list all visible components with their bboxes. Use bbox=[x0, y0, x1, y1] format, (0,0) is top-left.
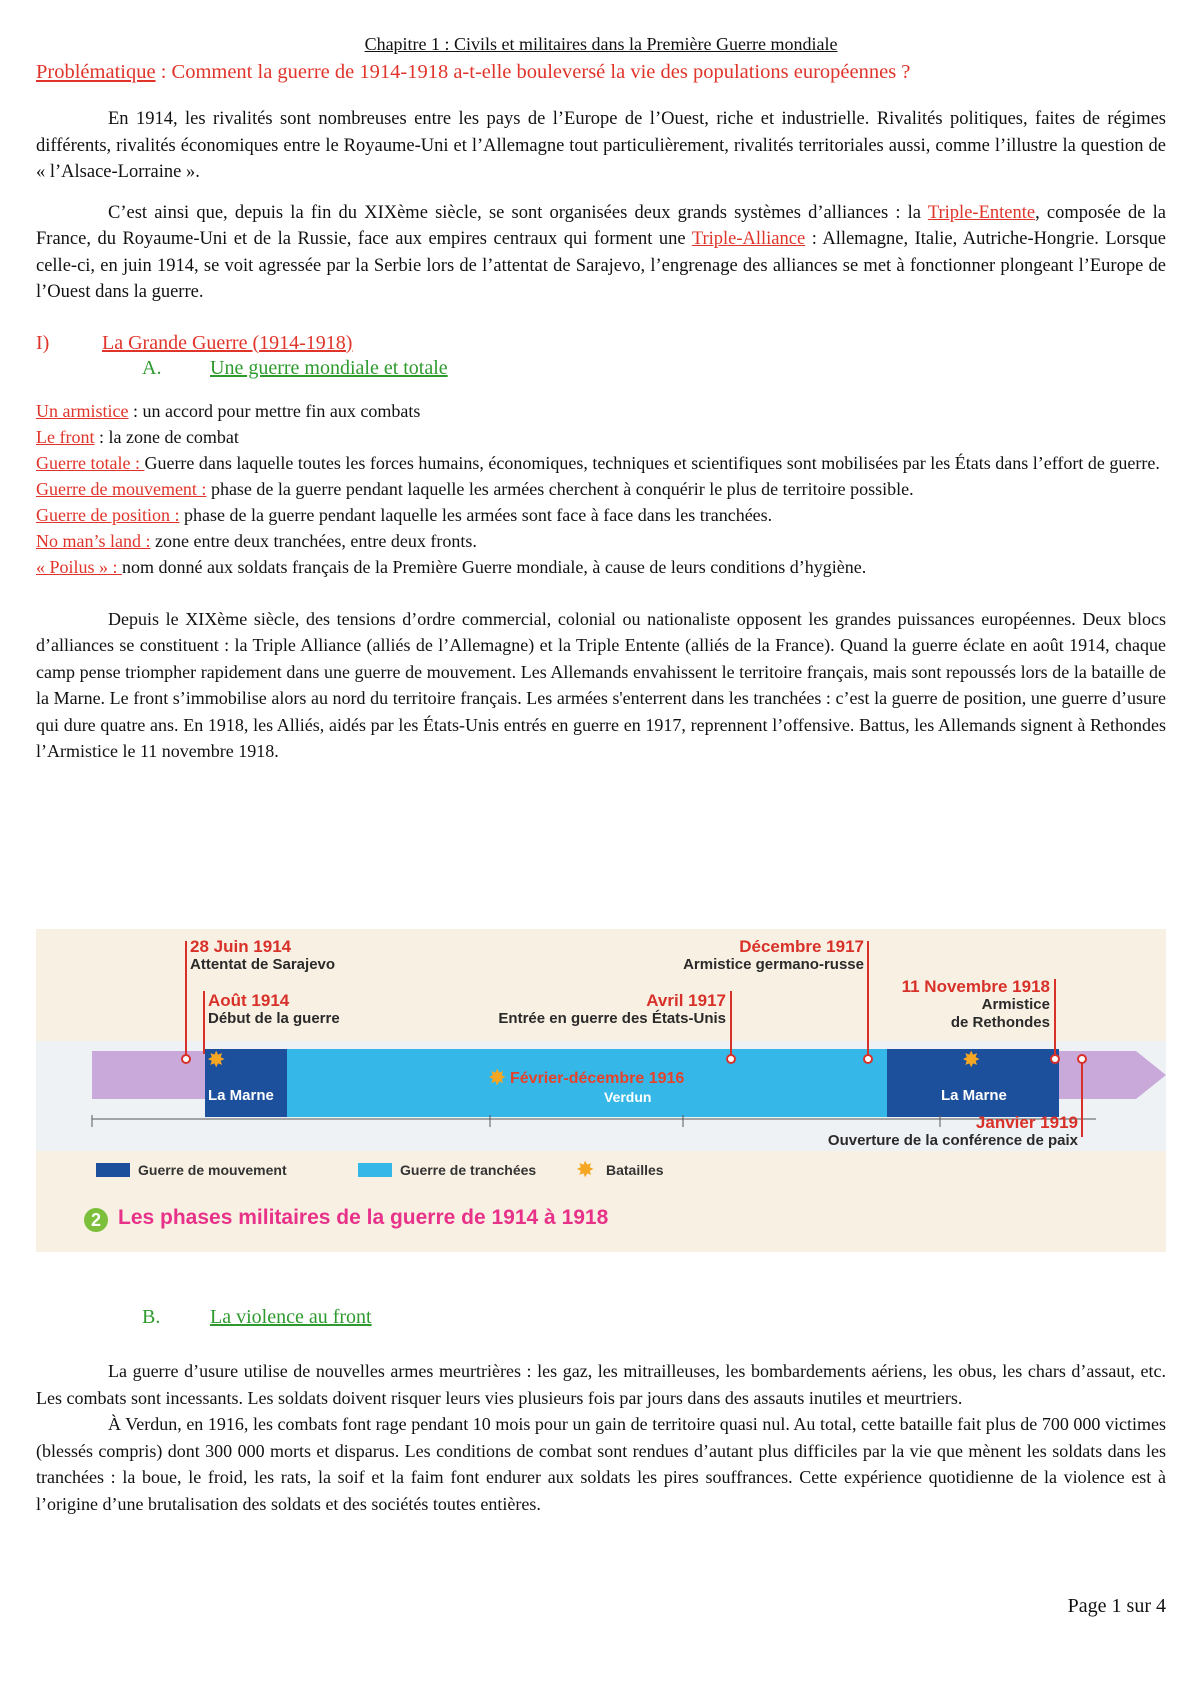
document-body bbox=[36, 34, 1166, 765]
intro-paragraph-1: En 1914, les rivalités sont nombreuses entre les pays de l’Europe de l’Ouest, riche et industrielle. Rivalités politiques, faites de régimes différents, rivalités économiques entre le Royaume-Uni et l’Allemagne tout particulièrement, rivalités territoriales aussi, comme l’illustre la question de « l’Alsace-Lorraine ». bbox=[36, 109, 1166, 182]
battle-verdun: Verdun bbox=[604, 1089, 652, 1105]
battle-burst-icon: ✸ bbox=[207, 1048, 226, 1073]
figure-caption: Les phases militaires de la guerre de 1914 à 1918 bbox=[118, 1206, 609, 1229]
paragraph-b2: À Verdun, en 1916, les combats font rage pendant 10 mois pour un gain de territoire quasi nul. Au total, cette bataille fait plus de 700 000 victimes (blessés compris) dont 300 000 morts et disparus. Les conditions de combat sont rendues d’autant plus difficiles par la vie que mènent les soldats dans les tranchées : la boue, le froid, les rats, la soif et la faim font endurer aux soldats les pires souffrances. Cette expérience quotidienne de la violence est à l’origine d’une brutalisation des soldats et des sociétés toutes entières. bbox=[36, 1414, 1166, 1514]
event-desc: Entrée en guerre des États-Unis bbox=[498, 1010, 726, 1027]
definition-text: nom donné aux soldats français de la Première Guerre mondiale, à cause de leurs conditions d’hygiène. bbox=[122, 556, 867, 577]
marker-dot-sarajevo bbox=[182, 1055, 190, 1063]
event-desc: Armistice bbox=[981, 996, 1050, 1013]
term-triple-entente: Triple-Entente bbox=[927, 202, 1036, 223]
marker-dot-novembre-1918 bbox=[1051, 1055, 1059, 1063]
event-desc: Attentat de Sarajevo bbox=[190, 956, 336, 973]
battle-burst-icon: ✸ bbox=[488, 1066, 507, 1091]
section-b-number: B. bbox=[142, 1306, 161, 1328]
definition-item bbox=[36, 476, 1166, 502]
intro-p2-end: : Allemagne, Italie, Autriche-Hongrie. Lorsque celle-ci, en juin 1914, se voit agressée par la Serbie lors de l’attentat de Sarajevo, l’engrenage des alliances se met à fonctionner plongeant l’Europe de l’Ouest dans la guerre. bbox=[36, 229, 1166, 302]
event-date: Avril 1917 bbox=[646, 991, 726, 1010]
definition-term: No man’s land : bbox=[36, 530, 151, 551]
battle-burst-icon: ✸ bbox=[962, 1048, 981, 1073]
definition-term: Un armistice bbox=[36, 400, 129, 421]
problem-sep: : bbox=[155, 61, 172, 83]
paragraph-a: Depuis le XIXème siècle, des tensions d’ordre commercial, colonial ou nationaliste opposent les grandes puissances européennes. Deux blocs d’alliances se constituent : la Triple Alliance (alliés de l’Allemagne) et la Triple Entente (alliés de la France). Quand la guerre éclate en août 1914, chaque camp pense triompher rapidement dans une guerre de mouvement. Les Allemands envahissent le territoire français, mais sont repoussés lors de la bataille de la Marne. Le front s’immobilise alors au nord du territoire français. Les armées s'enterrent dans les tranchées : c’est la guerre de position, une guerre d’usure qui dure quatre ans. En 1918, les Alliés, aidés par les États-Unis entrés en guerre en 1917, reprennent l’offensive. Battus, les Allemands signent à Rethondes l’Armistice le 11 novembre 1918. bbox=[36, 608, 1166, 761]
battle-marne-1914: La Marne bbox=[208, 1087, 274, 1104]
definition-term: Le front bbox=[36, 426, 95, 447]
section-b-body bbox=[36, 1358, 1166, 1517]
timeline-figure bbox=[36, 929, 1166, 1252]
legend-movement: Guerre de mouvement bbox=[138, 1162, 287, 1178]
intro-paragraph-2 bbox=[36, 200, 1166, 306]
section-1-title: La Grande Guerre (1914-1918) bbox=[102, 331, 353, 354]
event-novembre-1918 bbox=[872, 977, 1050, 1032]
legend-battles: Batailles bbox=[606, 1162, 664, 1178]
section-1-heading bbox=[36, 332, 1166, 355]
section-b-heading bbox=[142, 1306, 372, 1329]
definition-item bbox=[36, 398, 1166, 424]
definition-item bbox=[36, 450, 1166, 476]
problem-label: Problématique bbox=[36, 61, 156, 83]
event-desc: Début de la guerre bbox=[208, 1010, 340, 1027]
event-date: Décembre 1917 bbox=[739, 937, 864, 956]
problem-text: Comment la guerre de 1914-1918 a-t-elle bouleversé la vie des populations européennes ? bbox=[171, 61, 911, 83]
legend-swatch-movement bbox=[96, 1163, 130, 1177]
definition-item bbox=[36, 502, 1166, 528]
definition-text: : un accord pour mettre fin aux combats bbox=[128, 400, 421, 421]
definitions-list bbox=[36, 398, 1166, 580]
marker-dot-decembre-1917 bbox=[864, 1055, 872, 1063]
intro-p2-mid: , composée de la France, du Royaume-Uni et de la Russie, face aux empires centraux qui forment une bbox=[36, 202, 1166, 249]
problem-statement bbox=[36, 61, 1166, 84]
intro-p2-start: C’est ainsi que, depuis la fin du XIXème siècle, se sont organisées deux grands systèmes d’alliances : la bbox=[108, 202, 928, 223]
paragraph-b1: La guerre d’usure utilise de nouvelles armes meurtrières : les gaz, les mitrailleuses, les bombardements aériens, les obus, les chars d’assaut, etc. Les combats sont incessants. Les soldats doivent risquer leurs vies plusieurs fois par jours dans des assauts inutiles et meurtriers. bbox=[36, 1361, 1166, 1408]
event-desc: Armistice germano-russe bbox=[683, 956, 864, 973]
figure-number-badge: 2 bbox=[84, 1208, 108, 1232]
legend-burst-icon: ✸ bbox=[576, 1158, 595, 1183]
definition-text: Guerre dans laquelle toutes les forces humains, économiques, techniques et scientifiques sont mobilisées par les États dans l’effort de guerre. bbox=[144, 452, 1160, 473]
event-date: 28 Juin 1914 bbox=[190, 937, 292, 956]
definition-text: phase de la guerre pendant laquelle les armées cherchent à conquérir le plus de territoire possible. bbox=[206, 478, 914, 499]
event-date: Janvier 1919 bbox=[975, 1113, 1078, 1132]
definition-item bbox=[36, 424, 1166, 450]
event-date: 11 Novembre 1918 bbox=[901, 977, 1050, 996]
event-date: Août 1914 bbox=[208, 991, 290, 1010]
definition-term: Guerre totale : bbox=[36, 452, 145, 473]
definition-text: phase de la guerre pendant laquelle les armées sont face à face dans les tranchées. bbox=[179, 504, 773, 525]
definition-term: Guerre de mouvement : bbox=[36, 478, 207, 499]
definition-text: : la zone de combat bbox=[94, 426, 239, 447]
event-sarajevo bbox=[190, 937, 335, 974]
event-aout-1914 bbox=[208, 991, 340, 1028]
legend-trenches: Guerre de tranchées bbox=[400, 1162, 537, 1178]
marker-dot-janvier-1919 bbox=[1078, 1055, 1086, 1063]
section-a-number: A. bbox=[142, 356, 162, 379]
term-triple-alliance: Triple-Alliance bbox=[691, 229, 806, 249]
section-1-number: I) bbox=[36, 331, 50, 354]
battle-verdun-dates: Février-décembre 1916 bbox=[510, 1070, 685, 1087]
definition-item bbox=[36, 528, 1166, 554]
event-janvier-1919 bbox=[796, 1113, 1078, 1150]
chapter-title: Chapitre 1 : Civils et militaires dans la Première Guerre mondiale bbox=[364, 34, 838, 54]
battle-marne-1918: La Marne bbox=[941, 1087, 1007, 1104]
section-b-title: La violence au front bbox=[210, 1306, 372, 1328]
section-a-heading bbox=[142, 357, 1166, 380]
definition-term: « Poilus » : bbox=[36, 556, 123, 577]
definition-term: Guerre de position : bbox=[36, 504, 180, 525]
event-desc: Ouverture de la conférence de paix bbox=[827, 1132, 1078, 1149]
marker-dot-avril-1917 bbox=[727, 1055, 735, 1063]
definition-text: zone entre deux tranchées, entre deux fronts. bbox=[150, 530, 477, 551]
page-number: Page 1 sur 4 bbox=[1067, 1595, 1166, 1617]
event-avril-1917 bbox=[456, 991, 726, 1028]
event-decembre-1917 bbox=[636, 937, 864, 974]
definition-item bbox=[36, 554, 1166, 580]
legend-swatch-trenches bbox=[358, 1163, 392, 1177]
section-a-title: Une guerre mondiale et totale bbox=[210, 356, 448, 379]
event-desc: de Rethondes bbox=[950, 1014, 1050, 1031]
